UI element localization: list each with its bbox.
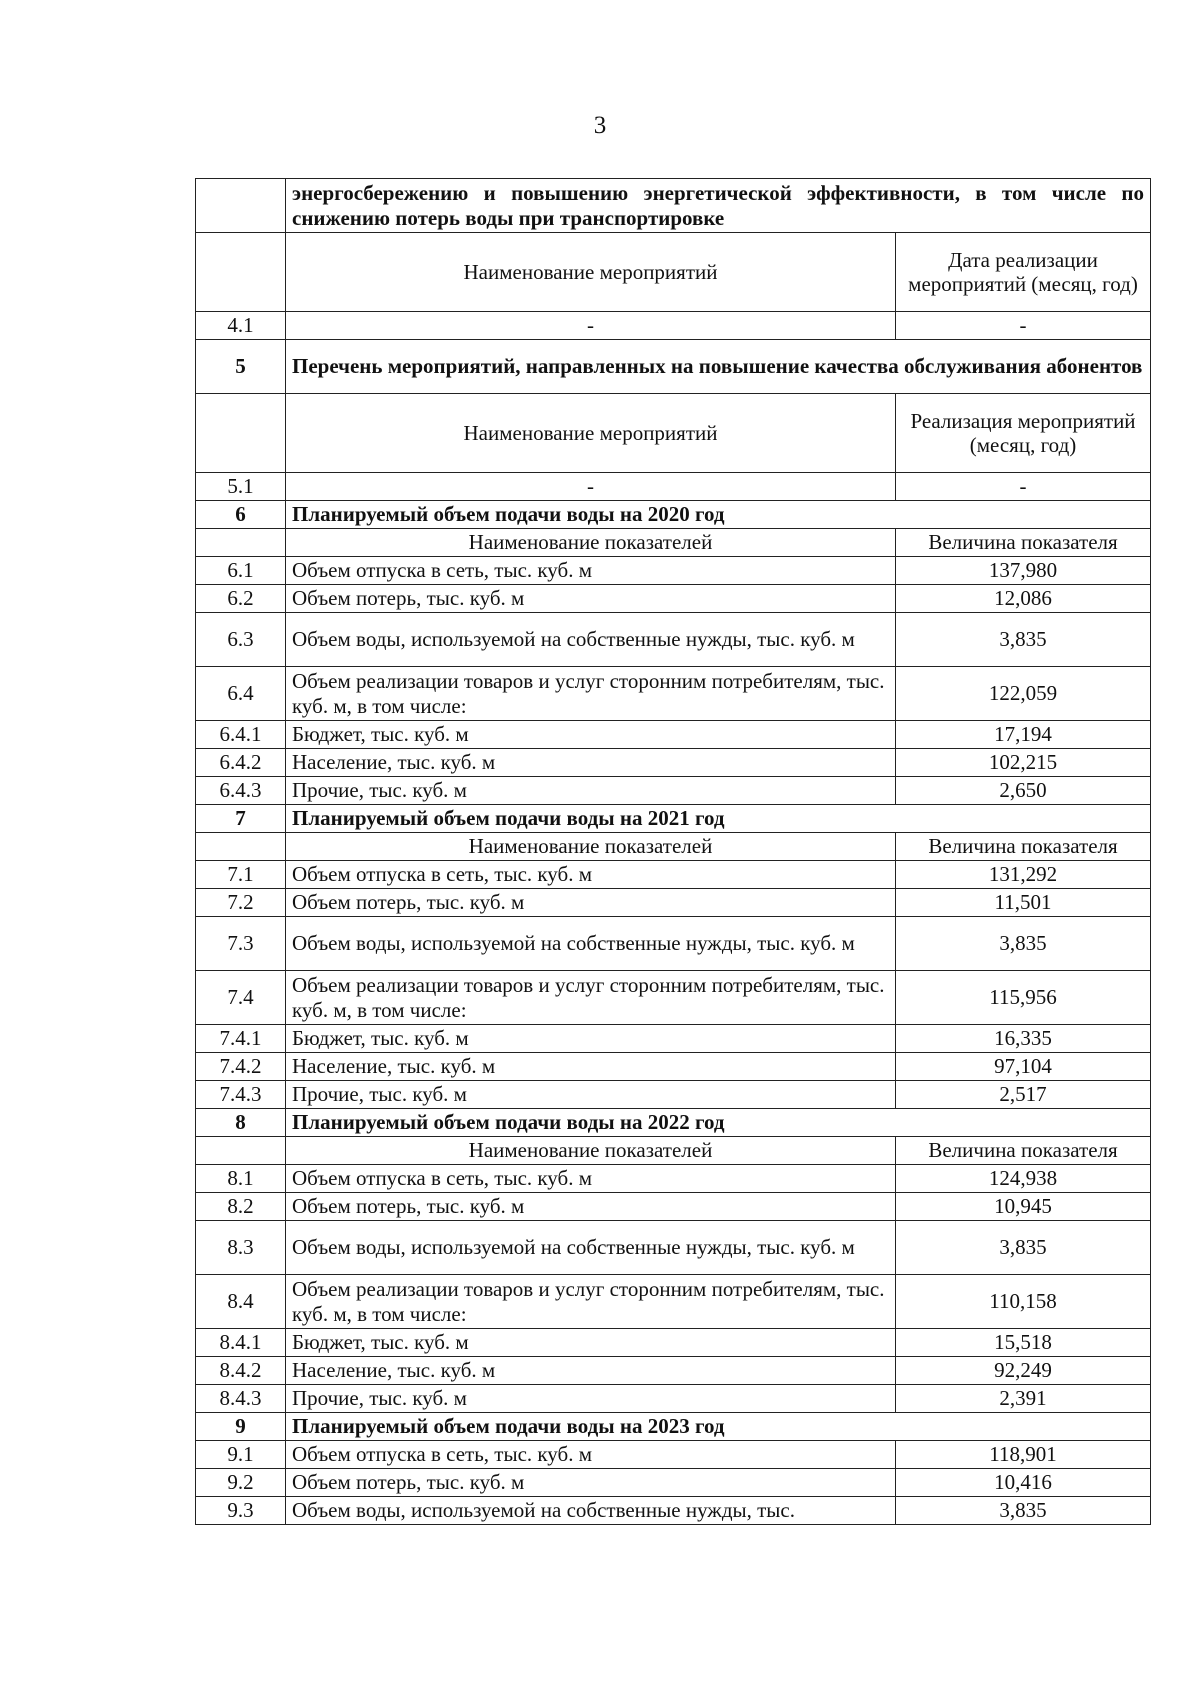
row-name: - <box>286 473 896 501</box>
row-number: 8.1 <box>196 1165 286 1193</box>
row-number: 8.4.3 <box>196 1385 286 1413</box>
row-value: 3,835 <box>896 1497 1151 1525</box>
row-name: Объем потерь, тыс. куб. м <box>286 585 896 613</box>
row-name: Объем воды, используемой на собственные нужды, тыс. куб. м <box>286 917 896 971</box>
section-heading: Планируемый объем подачи воды на 2021 год <box>286 805 1151 833</box>
row-number: 7.2 <box>196 889 286 917</box>
row-name: Бюджет, тыс. куб. м <box>286 1025 896 1053</box>
row-name: Население, тыс. куб. м <box>286 1357 896 1385</box>
row-value: 10,945 <box>896 1193 1151 1221</box>
row-value: 97,104 <box>896 1053 1151 1081</box>
section-heading-row <box>196 805 1151 833</box>
column-header-name: Наименование показателей <box>286 1137 896 1165</box>
column-header-row <box>196 233 1151 312</box>
row-value: 2,391 <box>896 1385 1151 1413</box>
row-name: Бюджет, тыс. куб. м <box>286 721 896 749</box>
row-name: Объем потерь, тыс. куб. м <box>286 889 896 917</box>
section-heading: энергосбережению и повышению энергетической эффективности, в том числе по снижению потерь воды при транспортировке <box>286 179 1151 233</box>
table-row <box>196 1193 1151 1221</box>
row-value: - <box>896 312 1151 340</box>
row-value: 3,835 <box>896 613 1151 667</box>
row-name: Объем отпуска в сеть, тыс. куб. м <box>286 1441 896 1469</box>
table-row <box>196 1385 1151 1413</box>
row-value: 3,835 <box>896 917 1151 971</box>
section-heading-row <box>196 1109 1151 1137</box>
section-heading: Планируемый объем подачи воды на 2020 год <box>286 501 1151 529</box>
table-row <box>196 971 1151 1025</box>
row-number: 6.1 <box>196 557 286 585</box>
row-name: Объем реализации товаров и услуг сторонним потребителям, тыс. куб. м, в том числе: <box>286 971 896 1025</box>
column-header-row <box>196 1137 1151 1165</box>
row-value: 10,416 <box>896 1469 1151 1497</box>
table-row <box>196 667 1151 721</box>
row-number: 6.4.1 <box>196 721 286 749</box>
row-number: 9.1 <box>196 1441 286 1469</box>
row-value: 17,194 <box>896 721 1151 749</box>
table-row <box>196 721 1151 749</box>
table-row <box>196 1081 1151 1109</box>
row-number: 9.2 <box>196 1469 286 1497</box>
section-number: 8 <box>196 1109 286 1137</box>
measures-table <box>195 178 1151 1525</box>
row-name: Бюджет, тыс. куб. м <box>286 1329 896 1357</box>
row-number: 9.3 <box>196 1497 286 1525</box>
row-name: Население, тыс. куб. м <box>286 749 896 777</box>
row-value: 131,292 <box>896 861 1151 889</box>
section-heading-row <box>196 1413 1151 1441</box>
table-row <box>196 1469 1151 1497</box>
column-header-value: Величина показателя <box>896 1137 1151 1165</box>
row-name: Прочие, тыс. куб. м <box>286 777 896 805</box>
row-number: 6.2 <box>196 585 286 613</box>
column-header-date: Дата реализации мероприятий (месяц, год) <box>896 233 1151 312</box>
row-value: 11,501 <box>896 889 1151 917</box>
section-number: 6 <box>196 501 286 529</box>
column-header-name: Наименование мероприятий <box>286 233 896 312</box>
table-row <box>196 1025 1151 1053</box>
row-name: Объем воды, используемой на собственные нужды, тыс. <box>286 1497 896 1525</box>
row-name: Объем отпуска в сеть, тыс. куб. м <box>286 861 896 889</box>
column-header-name: Наименование показателей <box>286 833 896 861</box>
column-header-value: Величина показателя <box>896 833 1151 861</box>
row-value: 124,938 <box>896 1165 1151 1193</box>
row-name: Объем потерь, тыс. куб. м <box>286 1469 896 1497</box>
row-name: Объем реализации товаров и услуг сторонним потребителям, тыс. куб. м, в том числе: <box>286 1275 896 1329</box>
page-number: 3 <box>593 112 607 139</box>
row-number: 8.4.2 <box>196 1357 286 1385</box>
row-name: Прочие, тыс. куб. м <box>286 1385 896 1413</box>
row-number: 7.1 <box>196 861 286 889</box>
row-name: Население, тыс. куб. м <box>286 1053 896 1081</box>
column-header-row <box>196 833 1151 861</box>
table-row <box>196 777 1151 805</box>
row-number: 7.4.1 <box>196 1025 286 1053</box>
row-value: 12,086 <box>896 585 1151 613</box>
table-row <box>196 1053 1151 1081</box>
table-row <box>196 917 1151 971</box>
section-number: 5 <box>196 340 286 394</box>
section-heading-row <box>196 340 1151 394</box>
table-row <box>196 1497 1151 1525</box>
row-name: Прочие, тыс. куб. м <box>286 1081 896 1109</box>
table-row <box>196 749 1151 777</box>
table-row <box>196 861 1151 889</box>
section-heading-row <box>196 179 1151 233</box>
row-number: 7.3 <box>196 917 286 971</box>
table-row <box>196 1329 1151 1357</box>
row-number: 8.3 <box>196 1221 286 1275</box>
row-value: 122,059 <box>896 667 1151 721</box>
section-number: 9 <box>196 1413 286 1441</box>
row-value: 3,835 <box>896 1221 1151 1275</box>
row-name: Объем реализации товаров и услуг сторонним потребителям, тыс. куб. м, в том числе: <box>286 667 896 721</box>
table-row <box>196 889 1151 917</box>
row-number: 7.4.2 <box>196 1053 286 1081</box>
section-heading-row <box>196 501 1151 529</box>
row-number: 6.3 <box>196 613 286 667</box>
row-number: 7.4.3 <box>196 1081 286 1109</box>
row-value: 2,650 <box>896 777 1151 805</box>
column-header-row <box>196 529 1151 557</box>
row-value: 118,901 <box>896 1441 1151 1469</box>
row-value: 110,158 <box>896 1275 1151 1329</box>
column-header-value: Величина показателя <box>896 529 1151 557</box>
table-row <box>196 1221 1151 1275</box>
column-header-name: Наименование показателей <box>286 529 896 557</box>
row-value: 2,517 <box>896 1081 1151 1109</box>
table-row <box>196 1441 1151 1469</box>
row-name: Объем отпуска в сеть, тыс. куб. м <box>286 557 896 585</box>
row-number: 4.1 <box>196 312 286 340</box>
row-name: Объем отпуска в сеть, тыс. куб. м <box>286 1165 896 1193</box>
column-header-name: Наименование мероприятий <box>286 394 896 473</box>
row-name: - <box>286 312 896 340</box>
table-row <box>196 1165 1151 1193</box>
table-row <box>196 1357 1151 1385</box>
section-number <box>196 179 286 233</box>
row-number: 5.1 <box>196 473 286 501</box>
table-row <box>196 1275 1151 1329</box>
row-value: 102,215 <box>896 749 1151 777</box>
row-name: Объем потерь, тыс. куб. м <box>286 1193 896 1221</box>
row-number: 6.4.2 <box>196 749 286 777</box>
row-value: 115,956 <box>896 971 1151 1025</box>
row-name: Объем воды, используемой на собственные нужды, тыс. куб. м <box>286 1221 896 1275</box>
section-heading: Планируемый объем подачи воды на 2022 год <box>286 1109 1151 1137</box>
table-row <box>196 557 1151 585</box>
section-heading: Планируемый объем подачи воды на 2023 год <box>286 1413 1151 1441</box>
row-value: 92,249 <box>896 1357 1151 1385</box>
table-row <box>196 473 1151 501</box>
table-row <box>196 613 1151 667</box>
row-number: 7.4 <box>196 971 286 1025</box>
section-number: 7 <box>196 805 286 833</box>
row-value: 15,518 <box>896 1329 1151 1357</box>
table-row <box>196 312 1151 340</box>
row-number: 6.4 <box>196 667 286 721</box>
row-name: Объем воды, используемой на собственные нужды, тыс. куб. м <box>286 613 896 667</box>
row-value: 137,980 <box>896 557 1151 585</box>
row-number: 8.4 <box>196 1275 286 1329</box>
column-header-row <box>196 394 1151 473</box>
section-heading: Перечень мероприятий, направленных на повышение качества обслуживания абонентов <box>286 340 1151 394</box>
row-number: 8.4.1 <box>196 1329 286 1357</box>
row-number: 8.2 <box>196 1193 286 1221</box>
row-value: - <box>896 473 1151 501</box>
row-value: 16,335 <box>896 1025 1151 1053</box>
column-header-date: Реализация мероприятий (месяц, год) <box>896 394 1151 473</box>
row-number: 6.4.3 <box>196 777 286 805</box>
table-row <box>196 585 1151 613</box>
